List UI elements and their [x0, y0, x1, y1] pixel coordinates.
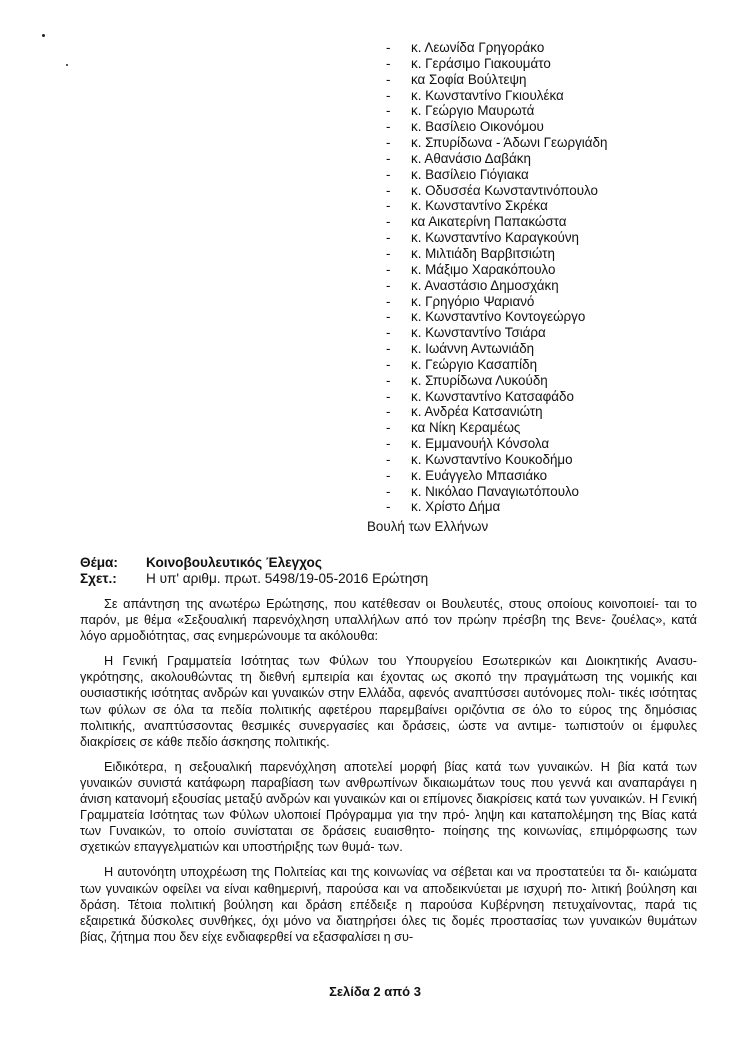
page-number: Σελίδα 2 από 3: [329, 984, 421, 999]
recipient-item: [386, 309, 726, 325]
dash-marker: -: [386, 40, 391, 55]
recipient-name: κ. Ανδρέα Κατσανιώτη: [411, 404, 543, 420]
recipient-name: κα Σοφία Βούλτεψη: [411, 71, 527, 87]
recipient-name: κ. Κωνσταντίνο Καραγκούνη: [411, 230, 579, 246]
dash-marker: -: [386, 277, 391, 293]
recipient-name: κ. Κωνσταντίνο Κουκοδήμο: [411, 451, 573, 467]
recipient-item: [386, 404, 726, 420]
scan-speck: [66, 64, 68, 66]
dash-marker: -: [386, 499, 391, 515]
recipient-item: [386, 40, 726, 56]
recipient-item: [386, 151, 726, 167]
dash-marker: -: [386, 341, 391, 357]
dash-marker: -: [386, 293, 391, 309]
paragraph: Η αυτονόητη υποχρέωση της Πολιτείας και της κοινωνίας να σέβεται και να προστατεύει τα δι- καιώματα των γυναικών οφείλει να είναι καθημερινή, παρούσα και να αποδεικνύεται με ισχυρή πο- λιτική βούληση και δράση. Τέτοια πολιτική βούληση και δράση επέδειξε η παρούσα Κυβέρνηση πετυχαίνοντας, παρά τις εξαιρετικά δύσκολες συνθήκες, όχι μόνο να διατηρήσει όλες τις δομές προστασίας των γυναικών θυμάτων βίας, ζήτημα που δεν είχε ενδιαφερθεί να εξασφαλίσει η συ-: [80, 865, 697, 944]
dash-marker: -: [386, 71, 391, 87]
recipient-name: κ. Λεωνίδα Γρηγοράκο: [411, 40, 545, 55]
recipient-name: κ. Σπυρίδωνα Λυκούδη: [411, 372, 548, 388]
dash-marker: -: [386, 198, 391, 214]
recipient-parliament: Βουλή των Ελλήνων: [367, 519, 489, 534]
recipient-item: [386, 278, 726, 294]
recipient-name: κ. Χρίστο Δήμα: [411, 499, 501, 515]
dash-marker: -: [386, 214, 391, 230]
recipient-item: [386, 198, 726, 214]
subject-reference: [80, 571, 428, 586]
dash-marker: -: [386, 103, 391, 119]
recipient-name: κ. Αθανάσιο Δαβάκη: [411, 150, 531, 166]
recipient-item: [386, 468, 726, 484]
recipient-item: [386, 389, 726, 405]
recipient-name: κ. Κωνσταντίνο Κοντογεώργο: [411, 309, 586, 325]
recipient-item: [386, 436, 726, 452]
dash-marker: -: [386, 436, 391, 452]
recipient-item: [386, 373, 726, 389]
dash-marker: -: [386, 150, 391, 166]
recipient-item: [386, 325, 726, 341]
recipient-name: κα Αικατερίνη Παπακώστα: [411, 214, 567, 230]
recipient-name: κ. Ιωάννη Αντωνιάδη: [411, 341, 535, 357]
recipient-item: [386, 499, 726, 515]
recipient-name: κ. Αναστάσιο Δημοσχάκη: [411, 277, 559, 293]
recipient-item: [386, 452, 726, 468]
dash-marker: -: [386, 467, 391, 483]
recipient-item: [386, 484, 726, 500]
dash-marker: -: [386, 404, 391, 420]
recipient-item: [386, 246, 726, 262]
dash-marker: -: [386, 309, 391, 325]
recipient-item: [386, 214, 726, 230]
recipient-name: κ. Γρηγόριο Ψαριανό: [411, 293, 535, 309]
dash-marker: -: [386, 87, 391, 103]
recipient-name: κ. Νικόλαο Παναγιωτόπουλο: [411, 483, 579, 499]
dash-marker: -: [386, 420, 391, 436]
dash-marker: -: [386, 483, 391, 499]
recipient-item: [386, 88, 726, 104]
scan-speck: [42, 34, 45, 37]
recipient-item: [386, 72, 726, 88]
theme-label: Θέμα:: [80, 555, 118, 570]
dash-marker: -: [386, 372, 391, 388]
theme-value: Κοινοβουλευτικός Έλεγχος: [146, 555, 322, 570]
reference-value: Η υπ' αριθμ. πρωτ. 5498/19-05-2016 Ερώτηση: [146, 571, 429, 586]
reference-label: Σχετ.:: [80, 571, 117, 586]
recipient-name: κ. Οδυσσέα Κωνσταντινόπουλο: [411, 182, 598, 198]
recipient-item: [386, 230, 726, 246]
recipient-item: [386, 103, 726, 119]
recipient-item: [386, 357, 726, 373]
dash-marker: -: [386, 325, 391, 341]
recipient-item: [386, 420, 726, 436]
recipient-name: κ. Γεράσιμο Γιακουμάτο: [411, 55, 551, 71]
dash-marker: -: [386, 230, 391, 246]
recipient-name: κα Νίκη Κεραμέως: [411, 420, 521, 436]
recipient-name: κ. Βασίλειο Γιόγιακα: [411, 166, 529, 182]
recipient-list: [386, 40, 726, 515]
letter-body: [80, 596, 697, 954]
subject-theme: [80, 555, 322, 570]
recipient-name: κ. Κωνσταντίνο Γκιουλέκα: [411, 87, 564, 103]
recipient-name: κ. Γεώργιο Κασαπίδη: [411, 356, 538, 372]
recipient-name: κ. Κωνσταντίνο Τσιάρα: [411, 325, 546, 341]
recipient-name: κ. Κωνσταντίνο Σκρέκα: [411, 198, 548, 214]
paragraph: Η Γενική Γραμματεία Ισότητας των Φύλων του Υπουργείου Εσωτερικών και Διοικητικής Ανασυ- γκρότησης, ακολουθώντας τη διεθνή εμπειρία και έχοντας ως σκοπό την πραγμάτωση της νομικής και ουσιαστικής ισότητας ανδρών και γυναικών στην Ελλάδα, αφενός αναπτύσσει αυτόνομες πολι- τικές ισότητας των φύλων σε όλα τα πεδία πολιτικής αφετέρου παρεμβαίνει οριζόντια σε όλο το εύρος της δημόσιας πολιτικής, αναπτύσσοντας θεσμικές συνεργασίες και δράσεις, ώστε να αντιμε- τωπιστούν οι έμφυλες διακρίσεις σε κάθε πεδίο άσκησης πολιτικής.: [80, 654, 697, 749]
recipient-item: [386, 135, 726, 151]
recipient-item: [386, 167, 726, 183]
recipient-item: [386, 294, 726, 310]
recipient-item: [386, 262, 726, 278]
dash-marker: -: [386, 166, 391, 182]
dash-marker: -: [386, 245, 391, 261]
recipient-name: κ. Γεώργιο Μαυρωτά: [411, 103, 535, 119]
paragraph: Ειδικότερα, η σεξουαλική παρενόχληση αποτελεί μορφή βίας κατά των γυναικών. Η βία κατά των γυναικών συνιστά κατάφωρη παραβίαση των ανθρωπίνων δικαιωμάτων τους που γεννά και αναπαράγει η άνιση κατανομή εξουσίας μεταξύ ανδρών και γυναικών και οι επίμονες διακρίσεις κατά των γυναικών. Η Γενική Γραμματεία Ισότητας των Φύλων υλοποιεί Πρόγραμμα για την πρό- ληψη και καταπολέμηση της Βίας κατά των Γυναικών, το οποίο συνίσταται σε δράσεις ευαισθητο- ποίησης της κοινωνίας, επιμόρφωσης των σχετικών επαγγελματιών και υποστήριξης των θυμά- των.: [80, 759, 697, 855]
dash-marker: -: [386, 261, 391, 277]
recipient-name: κ. Ευάγγελο Μπασιάκο: [411, 467, 548, 483]
dash-marker: -: [386, 182, 391, 198]
recipient-name: κ. Σπυρίδωνα - Άδωνι Γεωργιάδη: [411, 135, 608, 151]
dash-marker: -: [386, 388, 391, 404]
recipient-name: κ. Εμμανουήλ Κόνσολα: [411, 436, 550, 452]
recipient-item: [386, 341, 726, 357]
recipient-item: [386, 183, 726, 199]
recipient-name: κ. Βασίλειο Οικονόμου: [411, 119, 544, 135]
recipient-name: κ. Μιλτιάδη Βαρβιτσιώτη: [411, 245, 555, 261]
paragraph: Σε απάντηση της ανωτέρω Ερώτησης, που κατέθεσαν οι Βουλευτές, στους οποίους κοινοποιεί- ται το παρόν, με θέμα «Σεξουαλική παρενόχληση υπαλλήλων από τον πρώην πρέσβη της Βενε- ζουέλας», κατά λόγο αρμοδιότητας, σας ενημερώνουμε τα ακόλουθα:: [80, 597, 697, 644]
recipient-name: κ. Κωνσταντίνο Κατσαφάδο: [411, 388, 574, 404]
dash-marker: -: [386, 356, 391, 372]
recipient-name: κ. Μάξιμο Χαρακόπουλο: [411, 261, 556, 277]
dash-marker: -: [386, 451, 391, 467]
dash-marker: -: [386, 135, 391, 151]
recipient-item: [386, 56, 726, 72]
dash-marker: -: [386, 119, 391, 135]
recipient-item: [386, 119, 726, 135]
dash-marker: -: [386, 55, 391, 71]
